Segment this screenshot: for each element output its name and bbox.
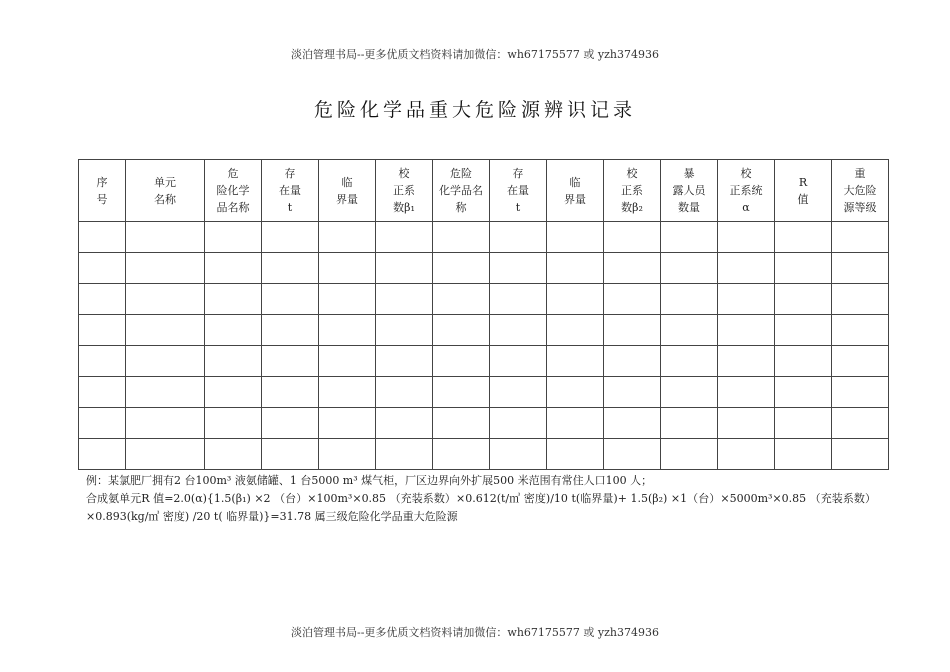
table-cell [319, 377, 376, 408]
table-cell [604, 315, 661, 346]
table-cell [319, 253, 376, 284]
table-cell [718, 377, 775, 408]
table-cell [262, 346, 319, 377]
table-cell [661, 439, 718, 470]
table-cell [490, 315, 547, 346]
table-cell [718, 284, 775, 315]
table-cell [433, 253, 490, 284]
table-cell [661, 377, 718, 408]
table-cell [79, 253, 126, 284]
table-cell [205, 346, 262, 377]
table-cell [604, 284, 661, 315]
table-row [79, 439, 889, 470]
table-cell [604, 439, 661, 470]
table-cell [490, 408, 547, 439]
table-cell [319, 222, 376, 253]
table-cell [718, 253, 775, 284]
table-cell [547, 377, 604, 408]
example-notes [86, 472, 876, 526]
table-cell [126, 284, 205, 315]
table-cell [547, 253, 604, 284]
table-cell [832, 377, 889, 408]
table-cell [126, 315, 205, 346]
table-cell [79, 346, 126, 377]
table-cell [376, 377, 433, 408]
table-cell [775, 346, 832, 377]
table-cell [490, 377, 547, 408]
table-cell [262, 439, 319, 470]
table-cell [376, 346, 433, 377]
table-cell [262, 377, 319, 408]
table-cell [490, 346, 547, 377]
table-cell [832, 222, 889, 253]
table-cell [319, 346, 376, 377]
table-cell [661, 346, 718, 377]
table-cell [376, 222, 433, 253]
example-line: 例：某氯肥厂拥有2 台100m³ 液氨储罐、1 台5000 m³ 煤气柜，厂区边界向外扩展500 米范围有常住人口100 人； [86, 474, 653, 487]
calculation-line: 合成氨单元R 值=2.0(α){1.5(β₁) ×2 （台）×100m³×0.85 （充装系数）×0.612(t/㎥ 密度)/10 t(临界量)+ 1.5(β₂) ×1（台）×5000m³×0.85 （充装系数）×0.893(kg/㎥ 密度) /20 t( 临界量)}=31.78 属三级危险化学品重大危险源 [86, 492, 876, 523]
table-cell [433, 284, 490, 315]
table-cell [547, 439, 604, 470]
table-cell [126, 377, 205, 408]
col-header-threshold-2: 临 界量 [547, 160, 604, 222]
table-cell [775, 408, 832, 439]
table-cell [376, 253, 433, 284]
col-header-alpha: 校 正系统 α [718, 160, 775, 222]
table-cell [79, 222, 126, 253]
table-cell [376, 284, 433, 315]
table-cell [718, 222, 775, 253]
table-cell [205, 253, 262, 284]
table-cell [79, 377, 126, 408]
page-footer: 淡泊管理书局--更多优质文档资料请加微信：wh67175577 或 yzh374936 [291, 626, 659, 639]
table-cell [319, 408, 376, 439]
table-cell [262, 222, 319, 253]
table-cell [490, 253, 547, 284]
table-cell [832, 346, 889, 377]
table-cell [205, 222, 262, 253]
table-cell [433, 439, 490, 470]
table-cell [205, 377, 262, 408]
table-cell [775, 222, 832, 253]
table-cell [604, 377, 661, 408]
table-cell [376, 408, 433, 439]
table-cell [205, 439, 262, 470]
table-row [79, 408, 889, 439]
table-cell [661, 284, 718, 315]
table-row [79, 253, 889, 284]
table-row [79, 222, 889, 253]
table-cell [718, 408, 775, 439]
table-cell [205, 284, 262, 315]
col-header-quantity: 存 在量 t [262, 160, 319, 222]
record-table [78, 159, 889, 470]
table-cell [832, 408, 889, 439]
table-cell [547, 346, 604, 377]
table-cell [718, 346, 775, 377]
document-title: 危险化学品重大危险源辨识记录 [313, 99, 636, 121]
table-cell [79, 284, 126, 315]
table-cell [433, 408, 490, 439]
table-cell [547, 284, 604, 315]
col-header-quantity-2: 存 在量 t [490, 160, 547, 222]
page-header: 淡泊管理书局--更多优质文档资料请加微信：wh67175577 或 yzh374936 [291, 48, 659, 61]
table-row [79, 377, 889, 408]
table-cell [319, 439, 376, 470]
table-cell [205, 315, 262, 346]
table-cell [775, 377, 832, 408]
table-cell [775, 284, 832, 315]
table-header-row [79, 160, 889, 222]
col-header-exposed-people: 暴 露人员 数量 [661, 160, 718, 222]
col-header-unit-name: 单元 名称 [126, 160, 205, 222]
table-cell [490, 284, 547, 315]
table-cell [547, 408, 604, 439]
table-cell [79, 315, 126, 346]
table-cell [604, 253, 661, 284]
table-cell [661, 222, 718, 253]
table-cell [490, 439, 547, 470]
table-cell [433, 377, 490, 408]
table-cell [376, 315, 433, 346]
table-cell [376, 439, 433, 470]
table-cell [433, 346, 490, 377]
table-cell [775, 439, 832, 470]
table-cell [832, 315, 889, 346]
table-cell [79, 408, 126, 439]
table-cell [718, 315, 775, 346]
table-cell [775, 253, 832, 284]
table-cell [661, 253, 718, 284]
col-header-chemical-name: 危 险化学 品名称 [205, 160, 262, 222]
table-cell [205, 408, 262, 439]
table-cell [604, 346, 661, 377]
table-cell [547, 315, 604, 346]
table-cell [775, 315, 832, 346]
table-cell [79, 439, 126, 470]
table-cell [126, 439, 205, 470]
col-header-r-value: R 值 [775, 160, 832, 222]
table-cell [490, 222, 547, 253]
table-cell [126, 253, 205, 284]
col-header-threshold: 临 界量 [319, 160, 376, 222]
table-cell [832, 284, 889, 315]
table-cell [661, 408, 718, 439]
table-row [79, 315, 889, 346]
col-header-beta1: 校 正系 数β₁ [376, 160, 433, 222]
table-cell [262, 315, 319, 346]
table-cell [547, 222, 604, 253]
table-cell [433, 315, 490, 346]
col-header-index: 序 号 [79, 160, 126, 222]
table-cell [604, 408, 661, 439]
table-cell [262, 253, 319, 284]
table-cell [433, 222, 490, 253]
table-cell [661, 315, 718, 346]
col-header-chemical-name-2: 危险 化学品名 称 [433, 160, 490, 222]
table-cell [319, 315, 376, 346]
table-row [79, 346, 889, 377]
col-header-hazard-level: 重 大危险 源等级 [832, 160, 889, 222]
col-header-beta2: 校 正系 数β₂ [604, 160, 661, 222]
table-row [79, 284, 889, 315]
table-cell [718, 439, 775, 470]
table-cell [832, 253, 889, 284]
table-cell [126, 408, 205, 439]
table-cell [604, 222, 661, 253]
table-cell [262, 408, 319, 439]
table-cell [262, 284, 319, 315]
table-cell [832, 439, 889, 470]
table-cell [126, 346, 205, 377]
table-cell [126, 222, 205, 253]
table-cell [319, 284, 376, 315]
